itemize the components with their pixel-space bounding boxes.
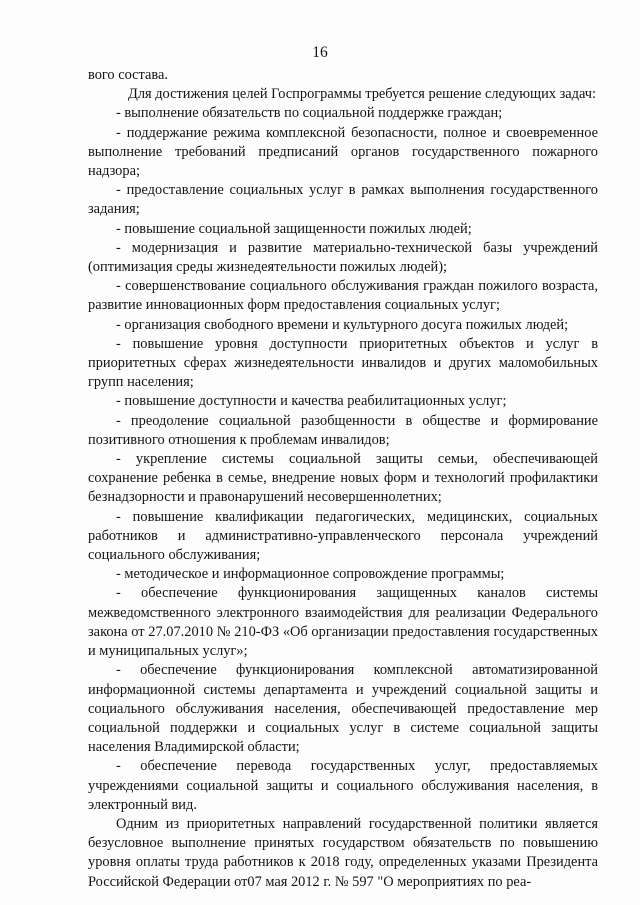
task-list-item: - преодоление социальной разобщенности в обществе и формирование позитивного отношения к проблемам инвалидов; — [88, 412, 598, 448]
task-list-item: - повышение доступности и качества реабилитационных услуг; — [116, 393, 507, 410]
final-paragraph: Одним из приоритетных направлений государственной политики является безусловное выполнение принятых государством обязательств по повышению уровня оплаты труда работников к 2018 году, определенных указами Президента Российской Федерации от07 мая 2012 г. № 597 "О мероприятиях по реа- — [88, 815, 598, 890]
task-list-item: - предоставление социальных услуг в рамках выполнения государственного задания; — [88, 182, 598, 218]
task-list-item: - обеспечение перевода государственных услуг, предоставляемых учреждениями социальной защиты и социального обслуживания населения, в электронный вид. — [88, 758, 598, 813]
task-list-item: - методическое и информационное сопровождение программы; — [116, 566, 505, 583]
task-list-item: - модернизация и развитие материально-технической базы учреждений (оптимизация среды жизнедеятельности пожилых людей); — [88, 239, 598, 276]
task-list-item: - укрепление системы социальной защиты семьи, обеспечивающей сохранение ребенка в семье, внедрение новых форм и технологий профилактики безнадзорности и правонарушений несовершеннолетних; — [88, 451, 598, 506]
intro-paragraph: Для достижения целей Госпрограммы требуется решение следующих задач: — [128, 86, 597, 103]
task-list-item: - повышение социальной защищенности пожилых людей; — [116, 220, 472, 237]
task-list — [88, 104, 598, 815]
continuation-line: вого состава. — [88, 67, 168, 83]
task-list-item: - выполнение обязательств по социальной поддержке граждан; — [116, 105, 503, 122]
page-number: 16 — [312, 44, 328, 61]
task-list-item: - поддержание режима комплексной безопасности, полное и своевременное выполнение требований предписаний органов государственного пожарного надзора; — [88, 124, 598, 180]
task-list-item: - совершенствование социального обслуживания граждан пожилого возраста, развитие инновационных форм предоставления социальных услуг; — [88, 278, 598, 314]
task-list-item: - обеспечение функционирования комплексной автоматизированной информационной системы департамента и учреждений социальной защиты и социального обслуживания населения, обеспечивающей предоставление мер социальной поддержки и социальных услуг в системе социальной защиты населения Владимирской области; — [88, 662, 598, 756]
task-list-item: - организация свободного времени и культурного досуга пожилых людей; — [116, 316, 569, 333]
task-list-item: - обеспечение функционирования защищенных каналов системы межведомственного электронного взаимодействия для реализации Федерального закона от 27.07.2010 № 210-ФЗ «Об организации предоставления государственных и муниципальных услуг»; — [88, 585, 598, 660]
task-list-item: - повышение уровня доступности приоритетных объектов и услуг в приоритетных сферах жизнедеятельности инвалидов и других маломобильных групп населения; — [88, 335, 598, 391]
task-list-item: - повышение квалификации педагогических, медицинских, социальных работников и административно-управленческого персонала учреждений социального обслуживания; — [88, 508, 598, 564]
body-text — [88, 66, 598, 892]
